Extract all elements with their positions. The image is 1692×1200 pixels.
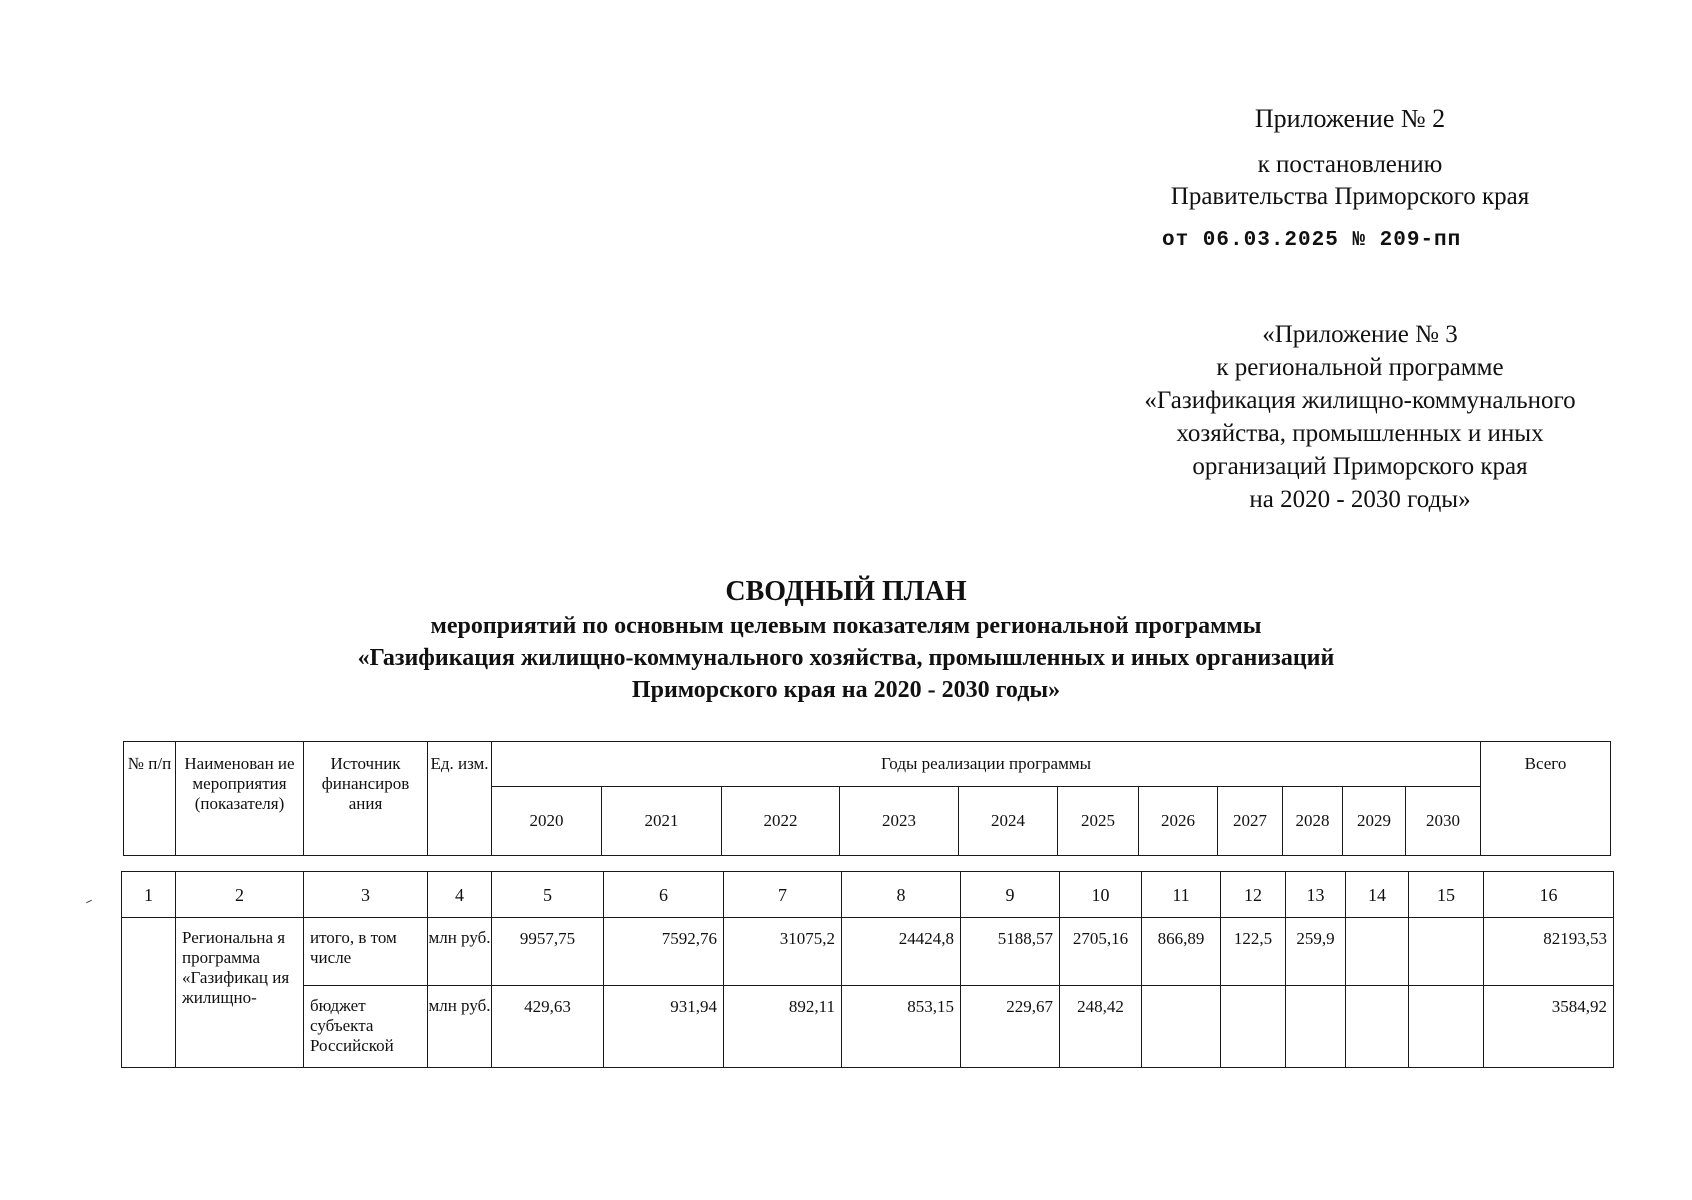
total-cell: 3584,92 <box>1484 986 1614 1068</box>
plan-subtitle-line-3: Приморского края на 2020 - 2030 годы» <box>631 677 1061 703</box>
header-num: № п/п <box>124 742 176 856</box>
column-number: 5 <box>492 872 604 918</box>
header-year: 2022 <box>722 787 840 856</box>
header-year: 2026 <box>1139 787 1218 856</box>
program-reference <box>1080 318 1640 516</box>
value-cell <box>1409 918 1484 986</box>
value-cell: 248,42 <box>1060 986 1142 1068</box>
plan-heading <box>0 574 1692 706</box>
header-year: 2024 <box>959 787 1058 856</box>
value-cell: 5188,57 <box>961 918 1060 986</box>
value-cell: 931,94 <box>604 986 724 1068</box>
column-number: 6 <box>604 872 724 918</box>
plan-table-header <box>123 741 1611 856</box>
header-unit: Ед. изм. <box>428 742 492 856</box>
column-number: 14 <box>1346 872 1409 918</box>
appendix-header <box>1140 103 1560 213</box>
column-number: 15 <box>1409 872 1484 918</box>
value-cell: 892,11 <box>724 986 842 1068</box>
appendix-line-1: к постановлению <box>1257 151 1443 178</box>
column-number: 10 <box>1060 872 1142 918</box>
value-cell: 7592,76 <box>604 918 724 986</box>
header-year: 2021 <box>602 787 722 856</box>
column-number: 4 <box>428 872 492 918</box>
header-years-group: Годы реализации программы <box>492 742 1481 787</box>
value-cell: 31075,2 <box>724 918 842 986</box>
column-number: 16 <box>1484 872 1614 918</box>
column-numbers-row <box>122 872 1614 918</box>
plan-title: СВОДНЫЙ ПЛАН <box>725 576 967 607</box>
column-number: 7 <box>724 872 842 918</box>
value-cell: 24424,8 <box>842 918 961 986</box>
plan-subtitle-line-1: мероприятий по основным целевым показателям региональной программы <box>430 613 1262 639</box>
header-year: 2029 <box>1343 787 1406 856</box>
appendix-line-2: Правительства Приморского края <box>1170 183 1530 210</box>
header-year: 2028 <box>1283 787 1343 856</box>
value-cell <box>1221 986 1286 1068</box>
column-number: 13 <box>1286 872 1346 918</box>
source-cell: бюджет субъекта Российской <box>304 986 428 1068</box>
source-cell: итого, в том числе <box>304 918 428 986</box>
column-number: 11 <box>1142 872 1221 918</box>
header-source: Источник финансиров ания <box>304 742 428 856</box>
row-number-cell <box>122 918 176 1068</box>
value-cell: 229,67 <box>961 986 1060 1068</box>
value-cell: 9957,75 <box>492 918 604 986</box>
header-total: Всего <box>1481 742 1611 856</box>
header-year: 2027 <box>1218 787 1283 856</box>
program-ref-line-4: хозяйства, промышленных и иных <box>1176 420 1544 447</box>
column-number: 1 <box>122 872 176 918</box>
value-cell <box>1286 986 1346 1068</box>
value-cell: 122,5 <box>1221 918 1286 986</box>
program-name-cell: Региональна я программа «Газификац ия жилищно- <box>176 918 304 1068</box>
table-row <box>122 986 1614 1068</box>
program-ref-line-3: «Газификация жилищно-коммунального <box>1144 387 1576 414</box>
value-cell: 429,63 <box>492 986 604 1068</box>
value-cell: 259,9 <box>1286 918 1346 986</box>
column-number: 12 <box>1221 872 1286 918</box>
program-ref-line-6: на 2020 - 2030 годы» <box>1249 486 1471 513</box>
value-cell <box>1346 986 1409 1068</box>
column-number: 2 <box>176 872 304 918</box>
program-ref-line-2: к региональной программе <box>1216 354 1504 381</box>
unit-cell: млн руб. <box>428 986 492 1068</box>
value-cell <box>1346 918 1409 986</box>
column-number: 8 <box>842 872 961 918</box>
value-cell: 2705,16 <box>1060 918 1142 986</box>
header-year: 2030 <box>1406 787 1481 856</box>
header-year: 2023 <box>840 787 959 856</box>
scan-mark <box>86 900 92 903</box>
plan-table-body <box>121 871 1614 1068</box>
appendix-title: Приложение № 2 <box>1254 104 1446 133</box>
value-cell: 866,89 <box>1142 918 1221 986</box>
program-ref-line-1: «Приложение № 3 <box>1262 321 1458 348</box>
header-name: Наименован ие мероприятия (показателя) <box>176 742 304 856</box>
column-number: 3 <box>304 872 428 918</box>
header-year: 2020 <box>492 787 602 856</box>
decree-number-stamp: от 06.03.2025 № 209-пп <box>1162 229 1462 252</box>
column-number: 9 <box>961 872 1060 918</box>
total-cell: 82193,53 <box>1484 918 1614 986</box>
table-row <box>122 918 1614 986</box>
plan-subtitle-line-2: «Газификация жилищно-коммунального хозяйства, промышленных и иных организаций <box>357 645 1335 671</box>
value-cell <box>1409 986 1484 1068</box>
value-cell <box>1142 986 1221 1068</box>
value-cell: 853,15 <box>842 986 961 1068</box>
program-ref-line-5: организаций Приморского края <box>1192 453 1528 480</box>
unit-cell: млн руб. <box>428 918 492 986</box>
header-year: 2025 <box>1058 787 1139 856</box>
